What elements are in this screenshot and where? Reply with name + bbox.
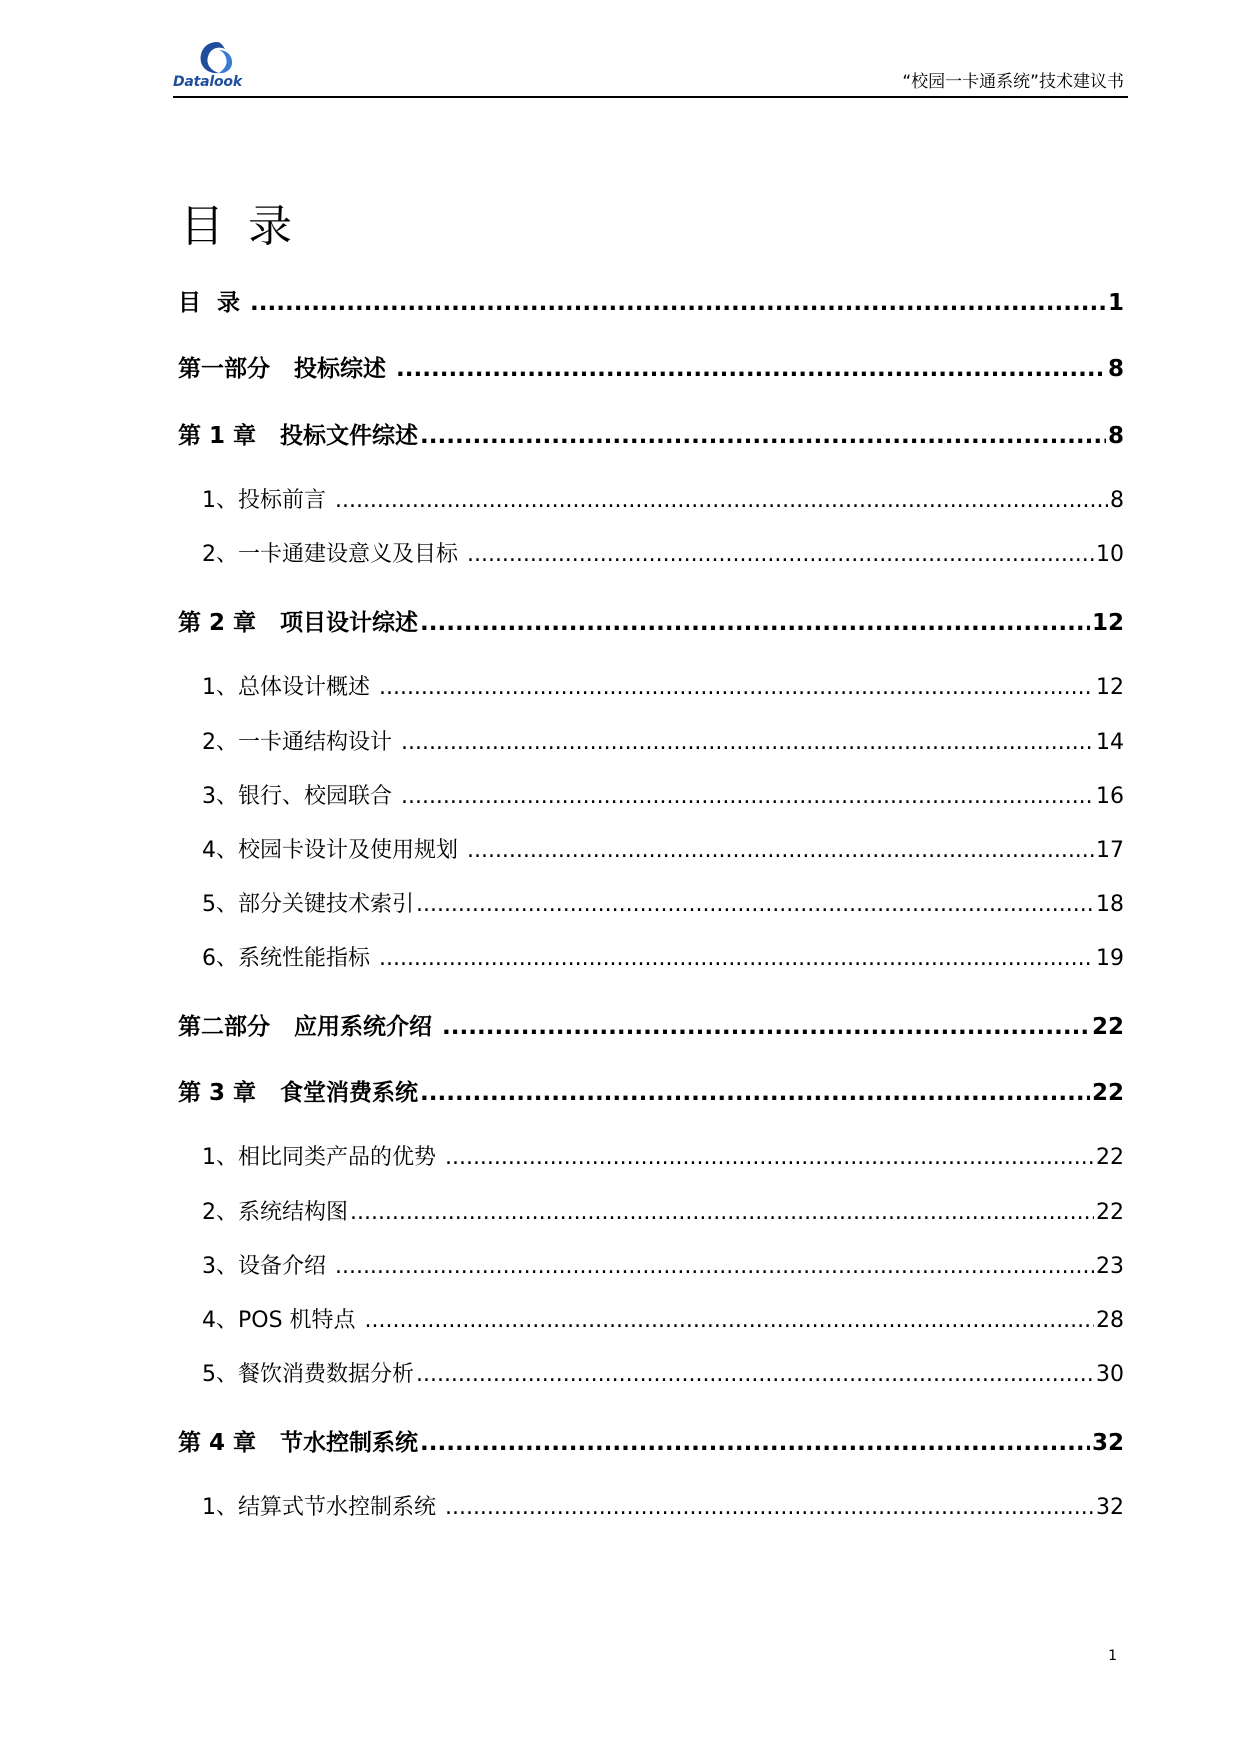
toc-entry-page: 28 <box>1096 1308 1124 1333</box>
toc-entry-label: 5、餐饮消费数据分析 <box>202 1362 414 1387</box>
toc-entry-label: 5、部分关键技术索引 <box>202 892 414 917</box>
toc-entry-page: 8 <box>1107 423 1124 449</box>
toc-entry-heading[interactable] <box>178 350 1124 383</box>
toc-entry-section[interactable] <box>178 1357 1124 1388</box>
toc-dot-leader <box>420 610 1090 636</box>
toc-entry-label: 1、结算式节水控制系统 <box>202 1495 443 1520</box>
page-number: 1 <box>1108 1648 1117 1664</box>
toc-dot-leader <box>420 1080 1090 1106</box>
toc-entry-section[interactable] <box>178 483 1124 514</box>
toc-entry-heading[interactable] <box>178 1424 1124 1457</box>
toc-entry-label: 2、系统结构图 <box>202 1200 348 1225</box>
toc-entry-label: 3、设备介绍 <box>202 1254 333 1279</box>
toc-entry-label: 4、POS 机特点 <box>202 1308 363 1333</box>
toc-entry-label: 3、银行、校园联合 <box>202 784 399 809</box>
toc-entry-page: 12 <box>1096 675 1124 700</box>
toc-dot-leader <box>420 423 1106 449</box>
toc-entry-page: 23 <box>1096 1254 1124 1279</box>
toc-entry-section[interactable] <box>178 887 1124 918</box>
toc-entry-section[interactable] <box>178 1490 1124 1521</box>
toc-dot-leader <box>401 784 1094 809</box>
toc-dot-leader <box>416 892 1094 917</box>
toc-dot-leader <box>445 1495 1094 1520</box>
toc-entry-page: 19 <box>1096 946 1124 971</box>
toc-dot-leader <box>467 542 1094 567</box>
toc-entry-heading[interactable] <box>178 284 1124 317</box>
toc-entry-label: 第 4 章 节水控制系统 <box>178 1430 419 1456</box>
toc-entry-label: 第 1 章 投标文件综述 <box>178 423 419 449</box>
toc-entry-label: 目 录 <box>178 290 249 316</box>
toc-entry-page: 32 <box>1091 1430 1124 1456</box>
toc-entry-label: 第一部分 投标综述 <box>178 356 395 382</box>
toc-entry-page: 16 <box>1096 784 1124 809</box>
toc-entry-label: 1、相比同类产品的优势 <box>202 1145 443 1170</box>
toc-entry-page: 17 <box>1096 838 1124 863</box>
toc-entry-section[interactable] <box>178 1140 1124 1171</box>
toc-entry-section[interactable] <box>178 779 1124 810</box>
toc-dot-leader <box>442 1014 1090 1040</box>
toc-heading: 目录 <box>180 201 316 252</box>
toc-entry-heading[interactable] <box>178 604 1124 637</box>
toc-entry-label: 第 3 章 食堂消费系统 <box>178 1080 419 1106</box>
toc-entry-page: 8 <box>1107 356 1124 382</box>
datalook-logo-icon <box>195 40 239 76</box>
toc-entry-page: 22 <box>1096 1145 1124 1170</box>
company-logo <box>173 40 263 92</box>
toc-entry-label: 2、一卡通结构设计 <box>202 730 399 755</box>
toc-entry-page: 30 <box>1096 1362 1124 1387</box>
toc-dot-leader <box>350 1200 1094 1225</box>
toc-entry-page: 14 <box>1096 730 1124 755</box>
toc-entry-label: 4、校园卡设计及使用规划 <box>202 838 465 863</box>
toc-dot-leader <box>445 1145 1094 1170</box>
toc-entry-section[interactable] <box>178 833 1124 864</box>
toc-entry-section[interactable] <box>178 1303 1124 1334</box>
toc-entry-heading[interactable] <box>178 1008 1124 1041</box>
document-title: “校园一卡通系统”技术建议书 <box>902 72 1124 92</box>
toc-dot-leader <box>379 946 1094 971</box>
toc-entry-section[interactable] <box>178 1195 1124 1226</box>
toc-entry-label: 第二部分 应用系统介绍 <box>178 1014 441 1040</box>
toc-entry-page: 32 <box>1096 1495 1124 1520</box>
toc-entry-section[interactable] <box>178 1249 1124 1280</box>
toc-entry-page: 8 <box>1110 488 1124 513</box>
logo-text: Datalook <box>173 74 242 90</box>
toc-dot-leader <box>365 1308 1094 1333</box>
toc-dot-leader <box>250 290 1106 316</box>
toc-dot-leader <box>335 488 1108 513</box>
toc-dot-leader <box>467 838 1094 863</box>
toc-entry-label: 6、系统性能指标 <box>202 946 377 971</box>
toc-dot-leader <box>416 1362 1094 1387</box>
toc-entry-page: 10 <box>1096 542 1124 567</box>
toc-entry-label: 第 2 章 项目设计综述 <box>178 610 419 636</box>
toc-entry-label: 1、投标前言 <box>202 488 333 513</box>
toc-dot-leader <box>396 356 1106 382</box>
toc-entry-label: 2、一卡通建设意义及目标 <box>202 542 465 567</box>
toc-dot-leader <box>420 1430 1090 1456</box>
toc-dot-leader <box>401 730 1094 755</box>
toc-entry-page: 22 <box>1096 1200 1124 1225</box>
toc-entry-page: 18 <box>1096 892 1124 917</box>
toc-entry-section[interactable] <box>178 725 1124 756</box>
toc-entry-section[interactable] <box>178 670 1124 701</box>
toc-entry-heading[interactable] <box>178 417 1124 450</box>
toc-dot-leader <box>379 675 1094 700</box>
toc-entry-label: 1、总体设计概述 <box>202 675 377 700</box>
toc-dot-leader <box>335 1254 1094 1279</box>
toc-entry-section[interactable] <box>178 537 1124 568</box>
toc-entry-page: 22 <box>1091 1080 1124 1106</box>
toc-entry-heading[interactable] <box>178 1074 1124 1107</box>
toc-entry-page: 12 <box>1091 610 1124 636</box>
toc-entry-section[interactable] <box>178 941 1124 972</box>
toc-entry-page: 22 <box>1091 1014 1124 1040</box>
toc-entry-page: 1 <box>1107 290 1124 316</box>
page-header <box>173 38 1128 98</box>
